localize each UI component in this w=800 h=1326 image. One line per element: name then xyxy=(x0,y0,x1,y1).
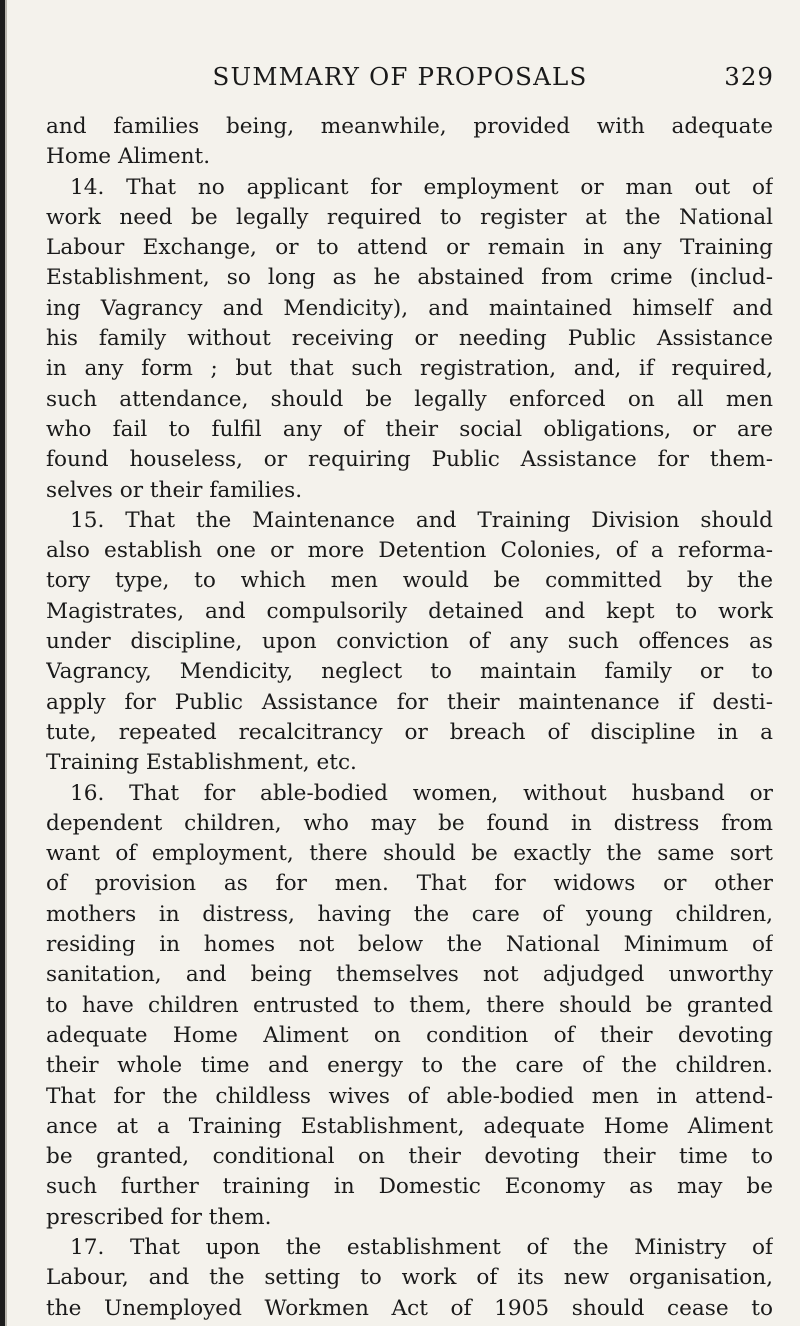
text-line: mothers in distress, having the care of young children, xyxy=(46,901,773,927)
text-line: who fail to fulfil any of their social obligations, or are xyxy=(46,416,773,442)
text-line: to have children entrusted to them, there should be granted xyxy=(46,992,773,1018)
text-line: tory type, to which men would be committed by the xyxy=(46,568,773,594)
text-line: be granted, conditional on their devoting their time to xyxy=(46,1144,773,1170)
text-line: ance at a Training Establishment, adequate Home Aliment xyxy=(46,1113,773,1139)
text-line: apply for Public Assistance for their maintenance if desti- xyxy=(46,689,773,715)
text-line: work need be legally required to register at the National xyxy=(46,204,773,230)
text-line: Home Aliment. xyxy=(46,144,211,170)
text-line: Labour Exchange, or to attend or remain in any Training xyxy=(46,235,773,261)
text-line: 16. That for able-bodied women, without husband or xyxy=(70,780,773,806)
text-line: ing Vagrancy and Mendicity), and maintained himself and xyxy=(46,295,773,321)
body-text xyxy=(46,112,773,1324)
text-line: Magistrates, and compulsorily detained and kept to work xyxy=(46,598,773,624)
text-line: adequate Home Aliment on condition of their devoting xyxy=(46,1022,773,1048)
text-line: such further training in Domestic Economy as may be xyxy=(46,1174,773,1200)
page-edge-highlight xyxy=(5,0,7,1326)
text-line: want of employment, there should be exactly the same sort xyxy=(46,841,773,867)
text-line: residing in homes not below the National Minimum of xyxy=(46,932,773,958)
text-line: their whole time and energy to the care of the children. xyxy=(46,1053,773,1079)
text-line: the Unemployed Workmen Act of 1905 should cease to xyxy=(46,1295,773,1321)
running-head-title: SUMMARY OF PROPOSALS xyxy=(212,62,588,91)
text-line: 15. That the Maintenance and Training Division should xyxy=(70,507,773,533)
text-line: found houseless, or requiring Public Assistance for them- xyxy=(46,447,773,473)
page-number: 329 xyxy=(724,62,774,91)
text-line: 14. That no applicant for employment or man out of xyxy=(70,174,773,200)
text-line: such attendance, should be legally enforced on all men xyxy=(46,386,773,412)
text-line: sanitation, and being themselves not adjudged unworthy xyxy=(46,962,773,988)
text-line: also establish one or more Detention Colonies, of a reforma- xyxy=(46,538,773,564)
text-line: prescribed for them. xyxy=(46,1204,272,1230)
text-line: Training Establishment, etc. xyxy=(46,750,357,776)
text-line: 17. That upon the establishment of the Ministry of xyxy=(70,1234,773,1260)
text-line: in any form ; but that such registration, and, if required, xyxy=(46,356,773,382)
text-line: his family without receiving or needing Public Assistance xyxy=(46,326,773,352)
text-line: Labour, and the setting to work of its new organisation, xyxy=(46,1265,773,1291)
text-line: Vagrancy, Mendicity, neglect to maintain family or to xyxy=(46,659,773,685)
text-line: under discipline, upon conviction of any such offences as xyxy=(46,629,773,655)
text-line: of provision as for men. That for widows or other xyxy=(46,871,773,897)
text-line: That for the childless wives of able-bodied men in attend- xyxy=(46,1083,773,1109)
text-line: selves or their families. xyxy=(46,477,303,503)
text-line: Establishment, so long as he abstained from crime (includ- xyxy=(46,265,773,291)
text-line: tute, repeated recalcitrancy or breach of discipline in a xyxy=(46,719,773,745)
text-line: and families being, meanwhile, provided with adequate xyxy=(46,114,773,139)
running-head xyxy=(0,62,800,98)
text-line: dependent children, who may be found in distress from xyxy=(46,810,773,836)
